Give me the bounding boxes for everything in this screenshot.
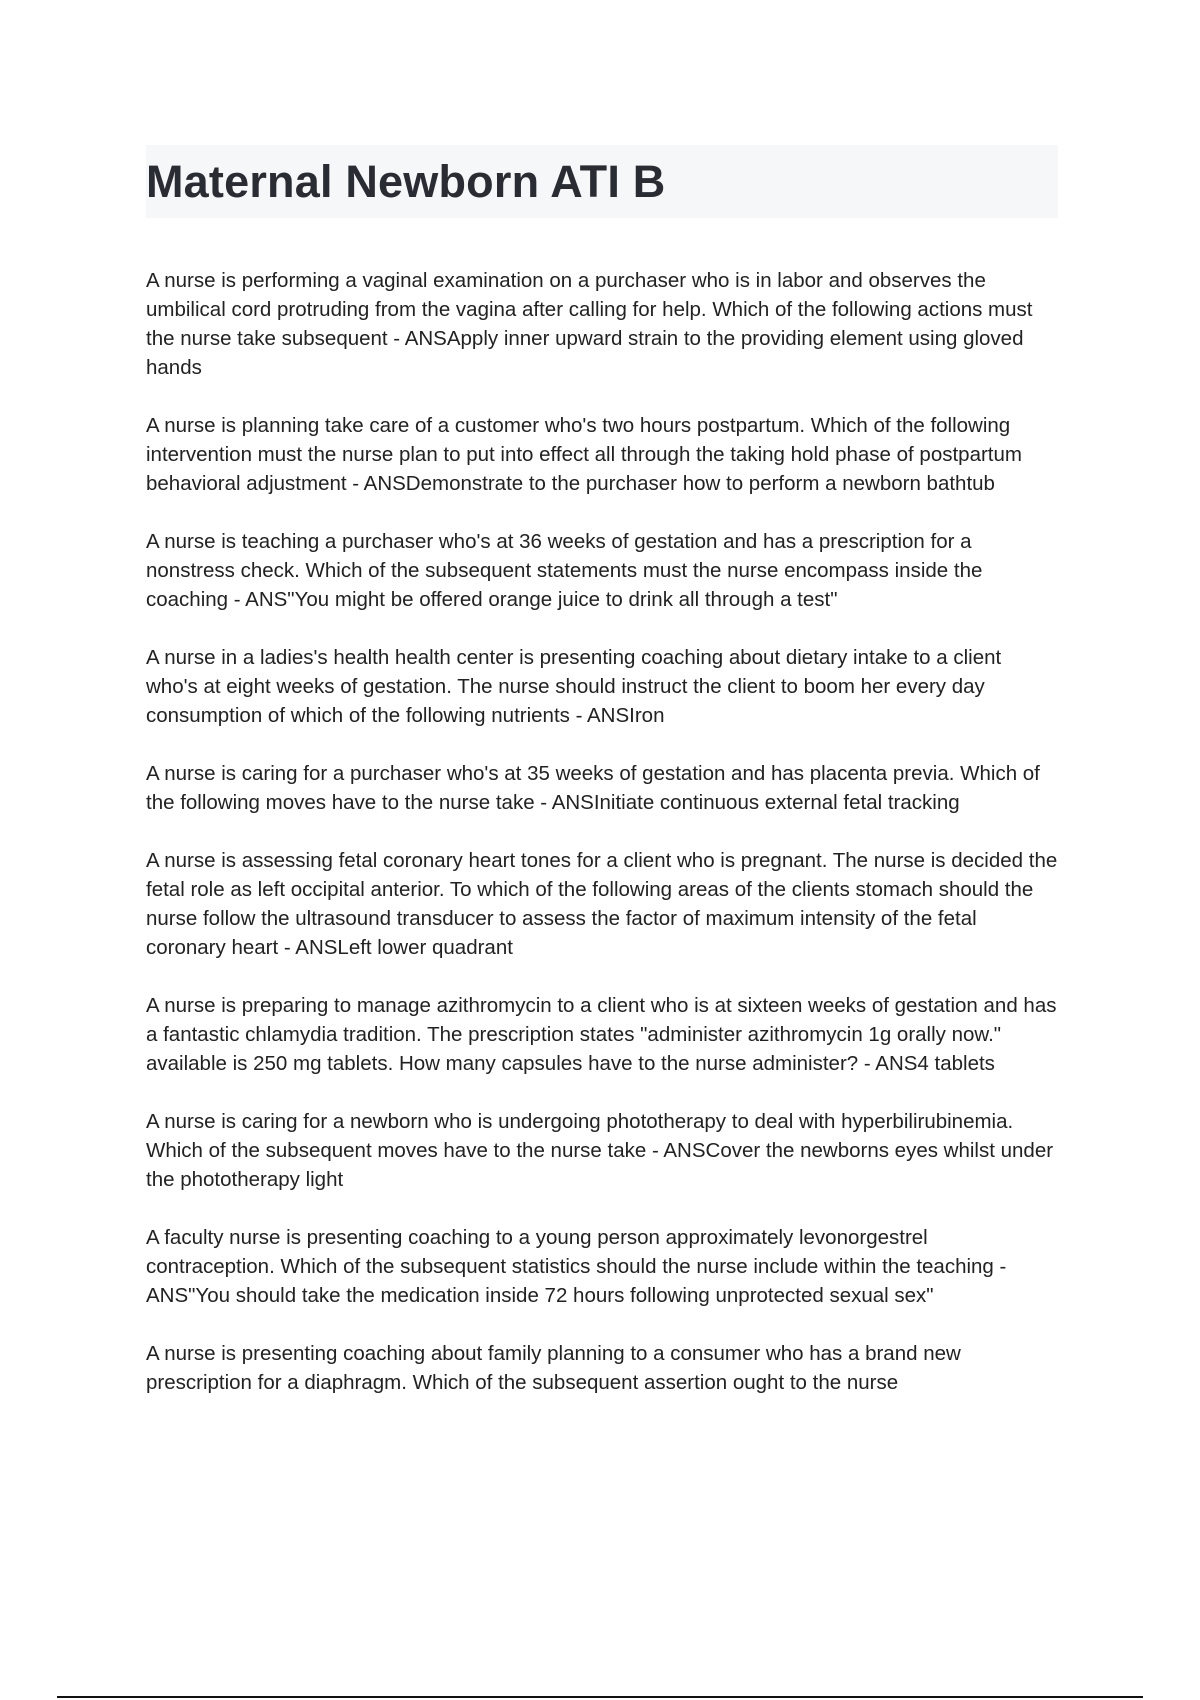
qa-item-5 (146, 759, 1058, 817)
title-bar (146, 145, 1058, 218)
question-text: A faculty nurse is presenting coaching to a young person approximately levonorgestrel contraception. Which of the subsequent statistics should the nurse include within the teaching - (146, 1226, 1007, 1278)
qa-item-2 (146, 411, 1058, 498)
answer-text: ANSLeft lower quadrant (295, 936, 513, 959)
document-page (146, 145, 1058, 1426)
qa-item-9 (146, 1223, 1058, 1310)
question-text: A nurse is teaching a purchaser who's at 36 weeks of gestation and has a prescription for a nonstress check. Which of the subsequent statements must the nurse encompass inside the coaching - (146, 530, 983, 611)
qa-item-1 (146, 266, 1058, 382)
answer-text: ANS"You might be offered orange juice to drink all through a test" (245, 588, 838, 611)
qa-item-4 (146, 643, 1058, 730)
answer-text: ANSCover the newborns eyes whilst under the phototherapy light (146, 1139, 1054, 1191)
answer-text: ANSApply inner upward strain to the providing element using gloved hands (146, 327, 1024, 379)
question-text: A nurse is preparing to manage azithromycin to a client who is at sixteen weeks of gestation and has a fantastic chlamydia tradition. The prescription states "administer azithromycin 1g orally now." available is 250 mg tablets. How many capsules have to the nurse administer? - (146, 994, 1057, 1075)
page-bottom-divider (57, 1696, 1143, 1698)
qa-item-10 (146, 1339, 1058, 1397)
question-text: A nurse is performing a vaginal examination on a purchaser who is in labor and observes the umbilical cord protruding from the vagina after calling for help. Which of the following actions must the nurse take subsequent - (146, 269, 1033, 350)
question-text: A nurse is caring for a newborn who is undergoing phototherapy to deal with hyperbilirubinemia. Which of the subsequent moves have to the nurse take - (146, 1110, 1014, 1162)
answer-text: ANS"You should take the medication inside 72 hours following unprotected sexual sex" (146, 1284, 934, 1307)
qa-item-7 (146, 991, 1058, 1078)
qa-item-6 (146, 846, 1058, 962)
question-text: A nurse in a ladies's health health center is presenting coaching about dietary intake to a client who's at eight weeks of gestation. The nurse should instruct the client to boom her every day consumption of which of the following nutrients - (146, 646, 1002, 727)
question-text: A nurse is assessing fetal coronary heart tones for a client who is pregnant. The nurse is decided the fetal role as left occipital anterior. To which of the following areas of the clients stomach should the nurse follow the ultrasound transducer to assess the factor of maximum intensity of the fetal coronary heart - (146, 849, 1058, 959)
page-title: Maternal Newborn ATI B (146, 155, 666, 207)
qa-item-8 (146, 1107, 1058, 1194)
question-text: A nurse is presenting coaching about family planning to a consumer who has a brand new prescription for a diaphragm. Which of the subsequent assertion ought to the nurse (146, 1342, 961, 1394)
answer-text: ANSInitiate continuous external fetal tracking (551, 791, 960, 814)
answer-text: ANSDemonstrate to the purchaser how to perform a newborn bathtub (363, 472, 995, 495)
answer-text: ANS4 tablets (875, 1052, 995, 1075)
answer-text: ANSIron (587, 704, 665, 727)
qa-item-3 (146, 527, 1058, 614)
question-text: A nurse is planning take care of a customer who's two hours postpartum. Which of the following intervention must the nurse plan to put into effect all through the taking hold phase of postpartum behavioral adjustment - (146, 414, 1022, 495)
question-text: A nurse is caring for a purchaser who's at 35 weeks of gestation and has placenta previa. Which of the following moves have to the nurse take - (146, 762, 1040, 814)
